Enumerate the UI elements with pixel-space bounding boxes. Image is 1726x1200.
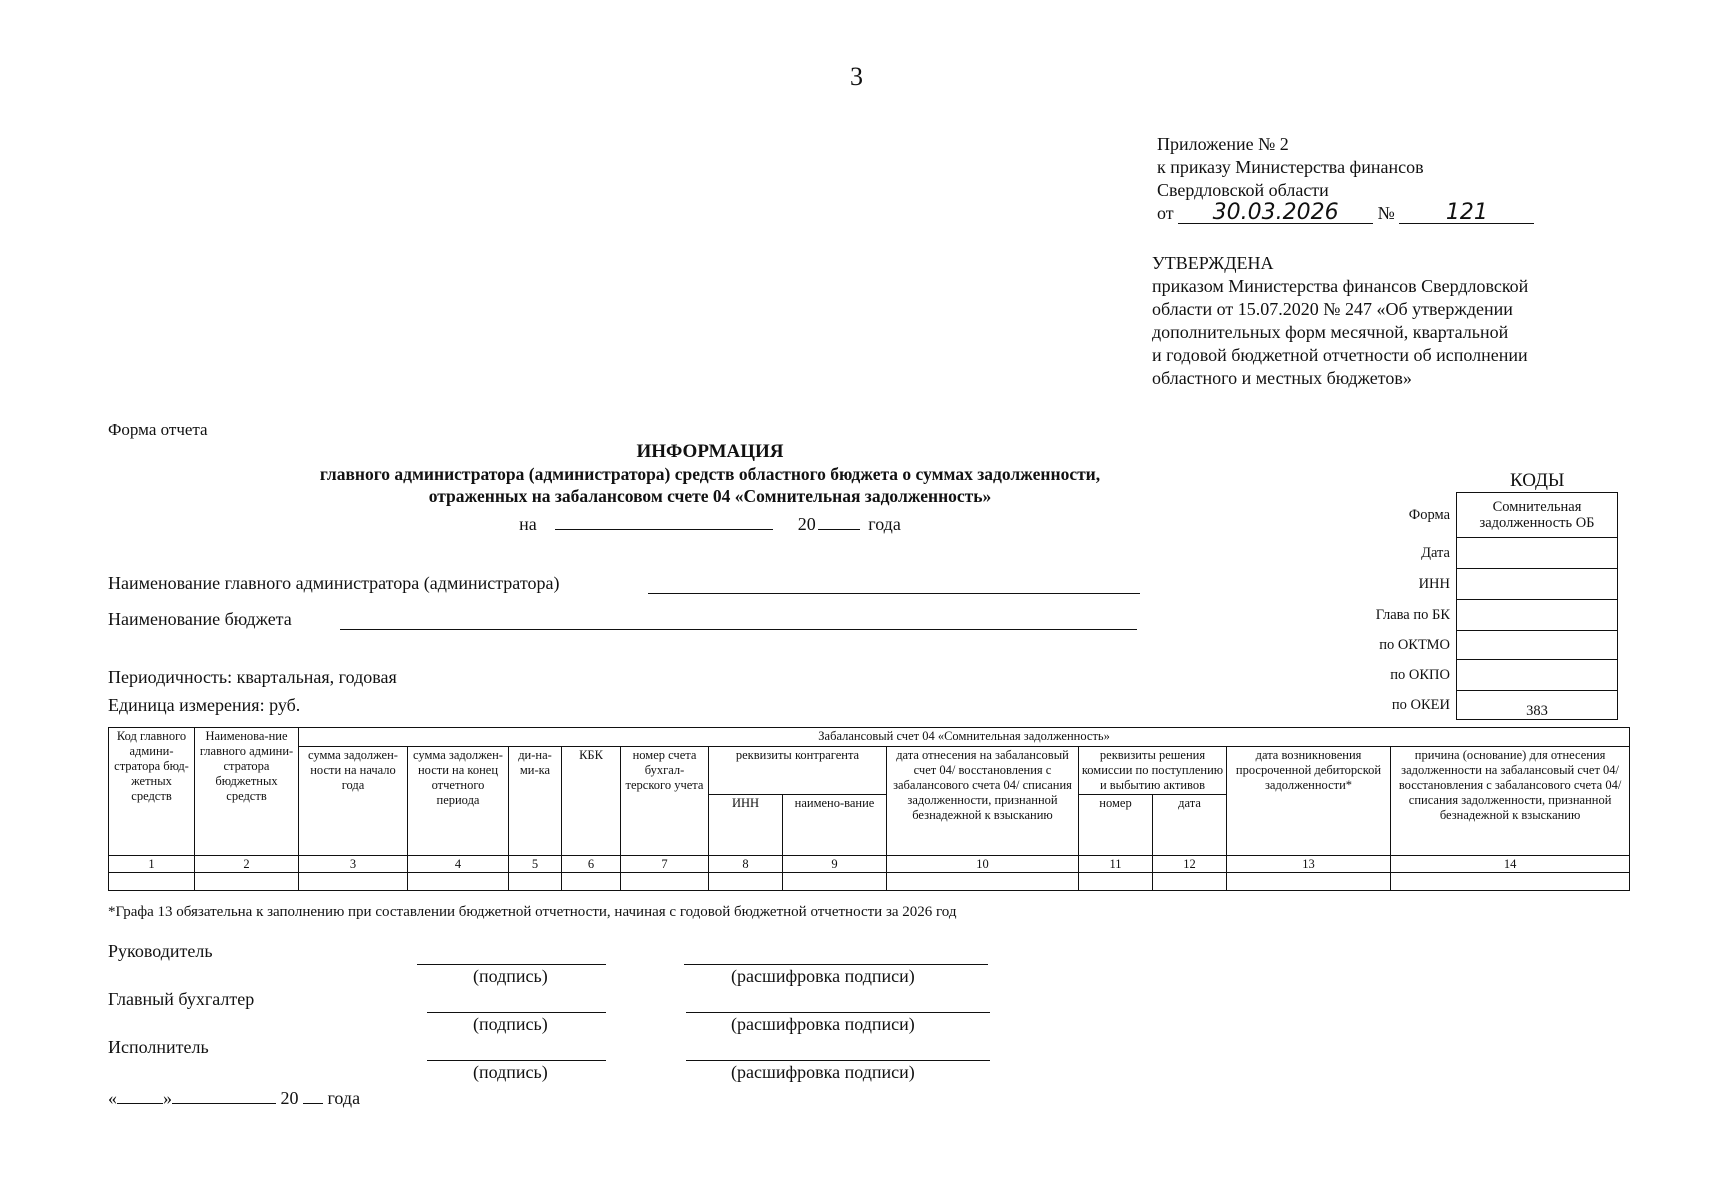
- table-cell[interactable]: [1391, 873, 1630, 891]
- order-date: 30.03.2026: [1178, 203, 1373, 224]
- table-cell[interactable]: [408, 873, 509, 891]
- codes-label: Дата: [1421, 544, 1450, 561]
- header-kbk: КБК: [562, 747, 621, 856]
- approved-line: приказом Министерства финансов Свердловской: [1152, 276, 1529, 296]
- title-line-2: отраженных на забалансовом счете 04 «Сомнительная задолженность»: [428, 486, 992, 506]
- table-header-row: [109, 728, 1630, 747]
- header-admin-code: Код главного админи-стратора бюд-жетных средств: [109, 728, 195, 856]
- form-label: Форма отчета: [108, 420, 208, 439]
- column-number: 11: [1079, 856, 1153, 873]
- table-cell[interactable]: [109, 873, 195, 891]
- approved-line: области от 15.07.2020 № 247 «Об утверждении: [1152, 299, 1513, 319]
- column-number: 5: [509, 856, 562, 873]
- signing-date-line: [108, 1087, 360, 1109]
- head-signature-line[interactable]: [417, 963, 606, 965]
- table-header-row: [109, 747, 1630, 795]
- column-number: 2: [195, 856, 299, 873]
- signature-caption: (подпись): [473, 1062, 548, 1082]
- signature-caption: (подпись): [473, 1014, 548, 1034]
- codes-header: КОДЫ: [1510, 470, 1565, 491]
- column-number: 7: [621, 856, 709, 873]
- chief-accountant-label: Главный бухгалтер: [108, 989, 255, 1009]
- table-cell[interactable]: [887, 873, 1079, 891]
- table-row: [109, 873, 1630, 891]
- year-prefix: 20: [797, 514, 816, 534]
- from-label: от: [1157, 203, 1174, 223]
- codes-row: [1330, 538, 1618, 569]
- year-suffix: года: [868, 514, 901, 534]
- year-blank[interactable]: [818, 513, 860, 530]
- codes-label: ИНН: [1418, 575, 1450, 592]
- column-number: 8: [709, 856, 783, 873]
- column-number: 10: [887, 856, 1079, 873]
- head-label: Руководитель: [108, 941, 213, 961]
- year-blank[interactable]: [303, 1087, 323, 1104]
- approved-line: и годовой бюджетной отчетности об исполнении: [1152, 345, 1528, 365]
- title-line-1: главного администратора (администратора) средств областного бюджета о суммах задолженности,: [319, 464, 1101, 484]
- codes-value: 383: [1457, 691, 1618, 720]
- table-cell[interactable]: [1079, 873, 1153, 891]
- codes-label: по ОКЕИ: [1391, 696, 1450, 713]
- header-admin-name: Наименова-ние главного админи-стратора бюджетных средств: [195, 728, 299, 856]
- page-number: 3: [850, 62, 863, 91]
- unit-of-measure: Единица измерения: руб.: [108, 695, 301, 715]
- report-date-line: [230, 513, 1190, 535]
- column-number: 13: [1227, 856, 1391, 873]
- approved-title: УТВЕРЖДЕНА: [1152, 253, 1274, 273]
- header-account-number: номер счета бухгал-терского учета: [621, 747, 709, 856]
- column-number: 12: [1153, 856, 1227, 873]
- executor-label: Исполнитель: [108, 1037, 209, 1057]
- approved-block: [1152, 252, 1612, 390]
- table-cell[interactable]: [562, 873, 621, 891]
- header-decision-number: номер: [1079, 795, 1153, 856]
- appendix-line-3: Свердловской области: [1157, 180, 1329, 200]
- decoding-caption: (расшифровка подписи): [731, 1062, 915, 1082]
- header-transfer-date: дата отнесения на забалансовый счет 04/ восстановления с забалансового счета 04/ списания задолженности, признанной безнадежной к взысканию: [887, 747, 1079, 856]
- footnote: *Графа 13 обязательна к заполнению при составлении бюджетной отчетности, начиная с годовой бюджетной отчетности за 2026 год: [108, 904, 957, 920]
- year-suffix: года: [327, 1088, 361, 1108]
- header-contractor-name: наимено-вание: [783, 795, 887, 856]
- table-cell[interactable]: [1227, 873, 1391, 891]
- codes-value: Сомнительная задолженность ОБ: [1457, 493, 1618, 538]
- table-cell[interactable]: [1153, 873, 1227, 891]
- month-blank[interactable]: [172, 1087, 276, 1104]
- table-cell[interactable]: [509, 873, 562, 891]
- approved-line: дополнительных форм месячной, квартальной: [1152, 322, 1509, 342]
- report-date-blank[interactable]: [555, 513, 773, 530]
- header-reason: причина (основание) для отнесения задолженности на забалансовый счет 04/ восстановления с забалансового счета 04/списания задолженности, признанной безнадежной к взысканию: [1391, 747, 1630, 856]
- codes-row: [1330, 493, 1618, 538]
- codes-value[interactable]: [1457, 538, 1618, 569]
- column-number: 1: [109, 856, 195, 873]
- decoding-caption: (расшифровка подписи): [731, 1014, 915, 1034]
- table-cell[interactable]: [709, 873, 783, 891]
- header-group: Забалансовый счет 04 «Сомнительная задолженность»: [299, 728, 1630, 747]
- budget-name-label: Наименование бюджета: [108, 609, 292, 629]
- codes-label: по ОКТМО: [1379, 636, 1450, 653]
- executor-signature-line[interactable]: [427, 1059, 606, 1061]
- approved-line: областного и местных бюджетов»: [1152, 368, 1412, 388]
- header-overdue-date: дата возникновения просроченной дебиторской задолженности*: [1227, 747, 1391, 856]
- admin-name-blank[interactable]: [648, 592, 1140, 594]
- column-number: 6: [562, 856, 621, 873]
- admin-name-field: [108, 573, 559, 594]
- codes-row: [1330, 569, 1618, 600]
- column-number: 14: [1391, 856, 1630, 873]
- codes-value[interactable]: [1457, 631, 1618, 660]
- number-label: №: [1377, 203, 1395, 223]
- document-title: [230, 441, 1190, 507]
- table-cell[interactable]: [299, 873, 408, 891]
- header-contractor: реквизиты контрагента: [709, 747, 887, 795]
- head-decoding-line[interactable]: [684, 963, 988, 965]
- executor-decoding-line[interactable]: [686, 1059, 990, 1061]
- on-label: на: [519, 514, 537, 534]
- table-cell[interactable]: [783, 873, 887, 891]
- codes-row: [1330, 691, 1618, 720]
- appendix-line-2: к приказу Министерства финансов: [1157, 157, 1424, 177]
- codes-value[interactable]: [1457, 600, 1618, 631]
- codes-label: по ОКПО: [1390, 666, 1450, 683]
- title-main: ИНФОРМАЦИЯ: [636, 441, 784, 462]
- year-prefix: 20: [280, 1088, 299, 1108]
- periodicity: Периодичность: квартальная, годовая: [108, 667, 397, 687]
- codes-label: Глава по БК: [1375, 606, 1450, 623]
- appendix-block: [1157, 133, 1534, 225]
- header-debt-end: сумма задолжен-ности на конец отчетного периода: [408, 747, 509, 856]
- codes-label: Форма: [1408, 506, 1450, 523]
- codes-value[interactable]: [1457, 660, 1618, 691]
- header-decision: реквизиты решения комиссии по поступлению и выбытию активов: [1079, 747, 1227, 795]
- appendix-date-line: [1157, 202, 1534, 225]
- header-debt-start: сумма задолжен-ности на начало года: [299, 747, 408, 856]
- table-cell[interactable]: [621, 873, 709, 891]
- header-inn: ИНН: [709, 795, 783, 856]
- budget-name-field: [108, 609, 292, 630]
- column-number: 4: [408, 856, 509, 873]
- header-dynamics: ди-на-ми-ка: [509, 747, 562, 856]
- debt-table: [108, 727, 1630, 891]
- day-blank[interactable]: [117, 1087, 163, 1104]
- decoding-caption: (расшифровка подписи): [731, 966, 915, 986]
- accountant-signature-line[interactable]: [427, 1011, 606, 1013]
- quote-close: »: [163, 1088, 172, 1108]
- column-numbers-row: [109, 856, 1630, 873]
- budget-name-blank[interactable]: [340, 628, 1137, 630]
- accountant-decoding-line[interactable]: [686, 1011, 990, 1013]
- quote-open: «: [108, 1088, 117, 1108]
- codes-table: [1330, 492, 1618, 720]
- appendix-line-1: Приложение № 2: [1157, 134, 1289, 154]
- table-cell[interactable]: [195, 873, 299, 891]
- codes-row: [1330, 660, 1618, 691]
- column-number: 9: [783, 856, 887, 873]
- order-number: 121: [1399, 203, 1534, 224]
- signature-caption: (подпись): [473, 966, 548, 986]
- codes-row: [1330, 600, 1618, 631]
- codes-row: [1330, 631, 1618, 660]
- header-decision-date: дата: [1153, 795, 1227, 856]
- column-number: 3: [299, 856, 408, 873]
- admin-name-label: Наименование главного администратора (администратора): [108, 573, 560, 593]
- codes-value[interactable]: [1457, 569, 1618, 600]
